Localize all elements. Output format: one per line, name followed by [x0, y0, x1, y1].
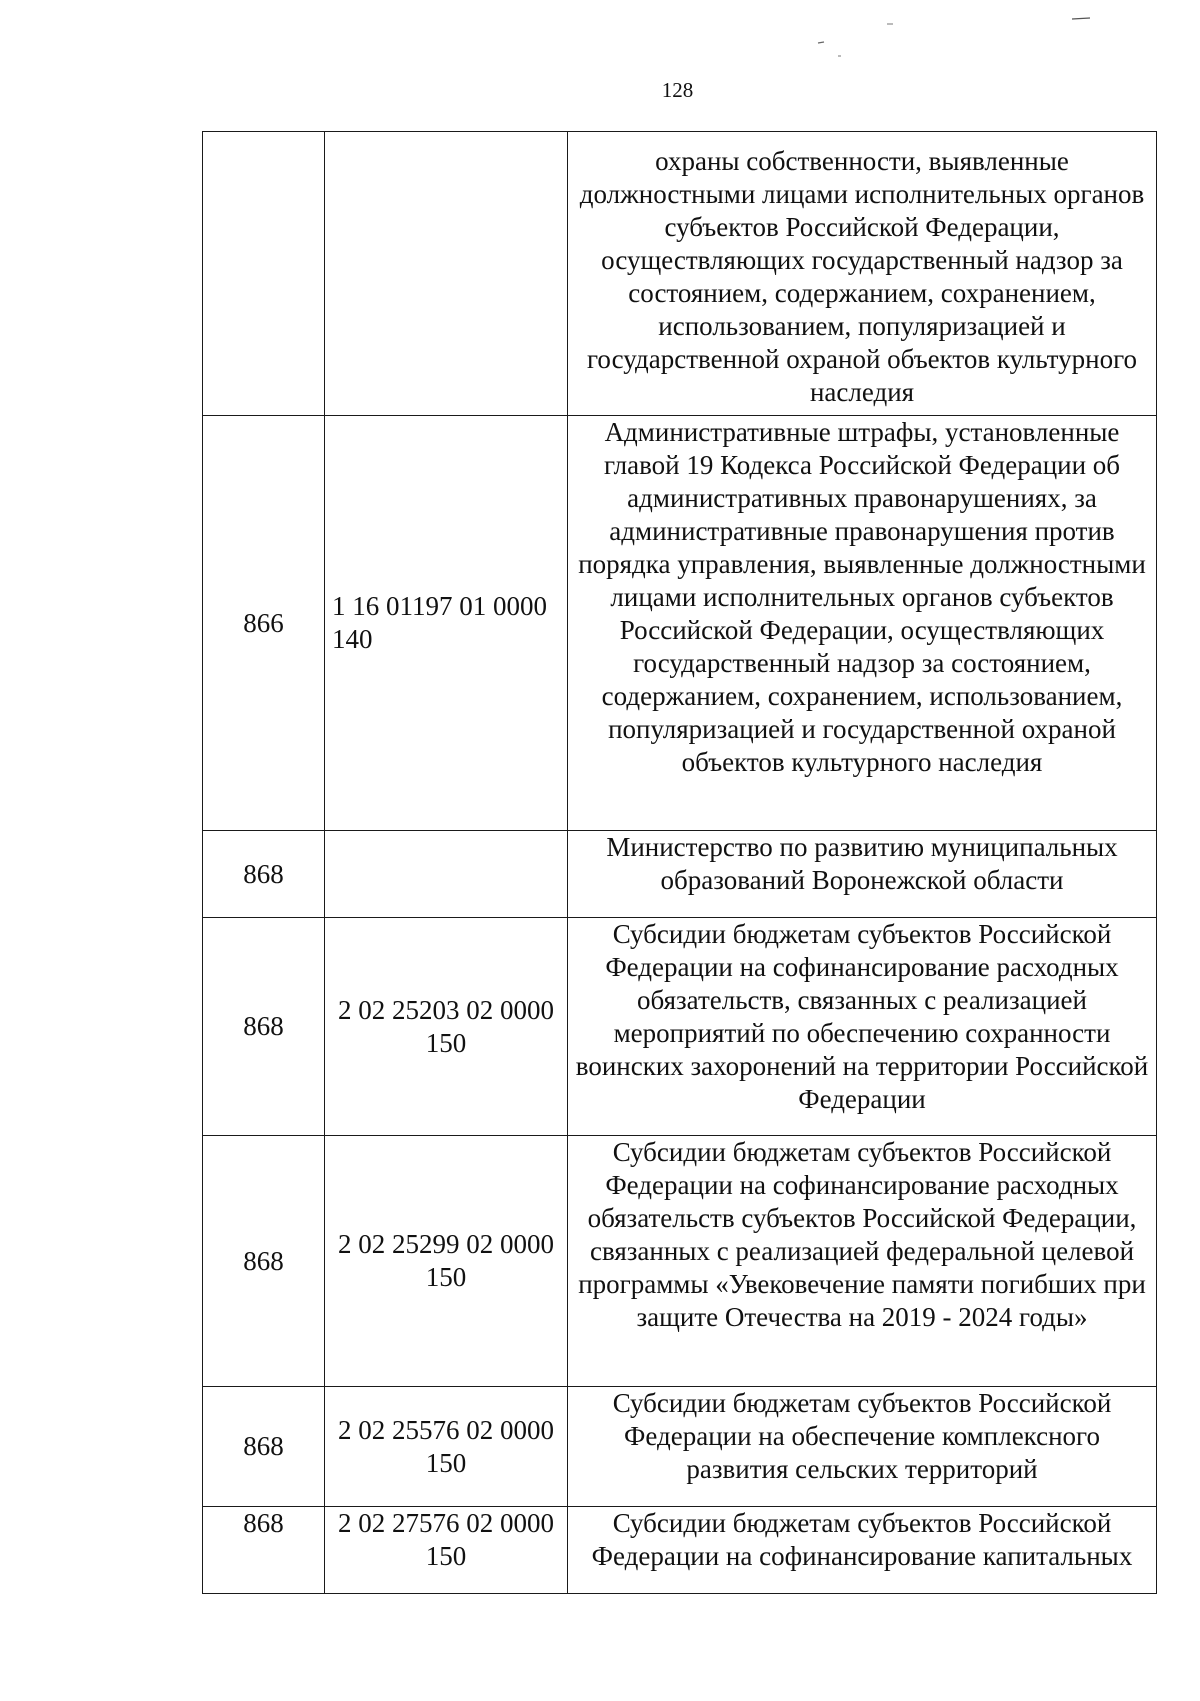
- revenue-name-cell: Министерство по развитию муниципальных образований Воронежской области: [568, 831, 1157, 918]
- revenue-name-cell: Субсидии бюджетам субъектов Российской Федерации на софинансирование расходных обязательств субъектов Российской Федерации, связанных с реализацией федеральной целевой программы «Увековечение памяти погибших при защите Отечества на 2019 - 2024 годы»: [568, 1136, 1157, 1387]
- revenue-codes-table: [202, 131, 1157, 1594]
- admin-code-cell: 868: [203, 831, 325, 918]
- table-row: [203, 416, 1157, 831]
- budget-code-cell: 1 16 01197 01 0000 140: [325, 416, 568, 831]
- table-row: [203, 831, 1157, 918]
- admin-code-cell: [203, 132, 325, 416]
- table-row: [203, 1136, 1157, 1387]
- revenue-name-cell: Субсидии бюджетам субъектов Российской Федерации на софинансирование капитальных: [568, 1507, 1157, 1594]
- budget-code-cell: 2 02 25299 02 0000 150: [325, 1136, 568, 1387]
- budget-code-cell: [325, 831, 568, 918]
- budget-code-cell: 2 02 25576 02 0000 150: [325, 1387, 568, 1507]
- table-row: [203, 1387, 1157, 1507]
- admin-code-cell: 868: [203, 1136, 325, 1387]
- budget-code-cell: 2 02 27576 02 0000 150: [325, 1507, 568, 1594]
- admin-code-cell: 868: [203, 1507, 325, 1594]
- revenue-name-cell: Субсидии бюджетам субъектов Российской Федерации на софинансирование расходных обязательств, связанных с реализацией мероприятий по обеспечению сохранности воинских захоронений на территории Российской Федерации: [568, 918, 1157, 1136]
- budget-code-cell: [325, 132, 568, 416]
- revenue-name-cell: Субсидии бюджетам субъектов Российской Федерации на обеспечение комплексного развития сельских территорий: [568, 1387, 1157, 1507]
- budget-code-cell: 2 02 25203 02 0000 150: [325, 918, 568, 1136]
- admin-code-cell: 866: [203, 416, 325, 831]
- admin-code-cell: 868: [203, 1387, 325, 1507]
- table-row: [203, 1507, 1157, 1594]
- admin-code-cell: 868: [203, 918, 325, 1136]
- scan-specks: [0, 0, 1200, 80]
- revenue-name-cell: охраны собственности, выявленные должностными лицами исполнительных органов субъектов Российской Федерации, осуществляющих государственный надзор за состоянием, содержанием, сохранением, использованием, популяризацией и государственной охраной объектов культурного наследия: [568, 132, 1157, 416]
- table-row: [203, 132, 1157, 416]
- revenue-name-cell: Административные штрафы, установленные главой 19 Кодекса Российской Федерации об административных правонарушениях, за административные правонарушения против порядка управления, выявленные должностными лицами исполнительных органов субъектов Российской Федерации, осуществляющих государственный надзор за состоянием, содержанием, сохранением, использованием, популяризацией и государственной охраной объектов культурного наследия: [568, 416, 1157, 831]
- table-row: [203, 918, 1157, 1136]
- page-number: 128: [661, 78, 694, 102]
